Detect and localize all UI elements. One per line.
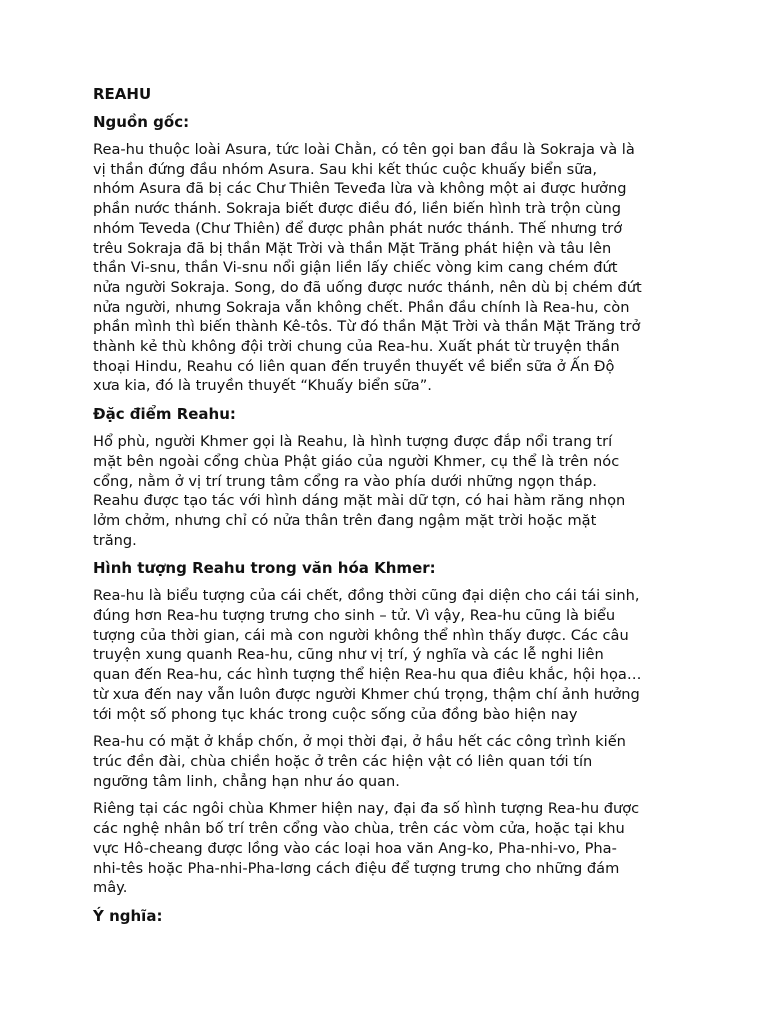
text-line: phần nước thánh. Sokraja biết được điều đó, liền biến hình trà trộn cùng bbox=[93, 200, 621, 218]
paragraph-khmer-culture-3 bbox=[93, 799, 683, 898]
text-line: mây. bbox=[93, 879, 128, 897]
text-line: Reahu được tạo tác với hình dáng mặt mài dữ tợn, có hai hàm răng nhọn bbox=[93, 492, 626, 510]
text-line: thần Vi-snu, thần Vi-snu nổi giận liền lấy chiếc vòng kim cang chém đứt bbox=[93, 259, 618, 277]
text-line: vị thần đứng đầu nhóm Asura. Sau khi kết thúc cuộc khuấy biển sữa, bbox=[93, 160, 598, 178]
text-line: Riêng tại các ngôi chùa Khmer hiện nay, đại đa số hình tượng Rea-hu được bbox=[93, 800, 640, 818]
section-heading-characteristics: Đặc điểm Reahu: bbox=[93, 405, 236, 424]
paragraph-origin bbox=[93, 140, 683, 396]
text-line: Hổ phù, người Khmer gọi là Reahu, là hình tượng được đắp nổi trang trí bbox=[93, 433, 613, 451]
text-line: phần mình thì biến thành Kê-tôs. Từ đó thần Mặt Trời và thần Mặt Trăng trở bbox=[93, 318, 641, 336]
section-heading-origin: Nguồn gốc: bbox=[93, 113, 190, 131]
text-line: quan đến Rea-hu, các hình tượng thể hiện Rea-hu qua điêu khắc, hội họa… bbox=[93, 666, 642, 684]
section-heading-meaning: Ý nghĩa: bbox=[93, 906, 163, 925]
text-line: mặt bên ngoài cổng chùa Phật giáo của người Khmer, cụ thể là trên nóc bbox=[93, 452, 620, 470]
text-line: trăng. bbox=[93, 531, 137, 549]
text-line: tới một số phong tục khác trong cuộc sống của đồng bào hiện nay bbox=[93, 705, 578, 723]
text-line: nhi-tês hoặc Pha-nhi-Pha-lơng cách điệu để tượng trưng cho những đám bbox=[93, 859, 620, 877]
text-line: đúng hơn Rea-hu tượng trưng cho sinh – tử. Vì vậy, Rea-hu cũng là biểu bbox=[93, 607, 616, 625]
text-line: từ xưa đến nay vẫn luôn được người Khmer chú trọng, thậm chí ảnh hưởng bbox=[93, 685, 640, 703]
paragraph-khmer-culture-2 bbox=[93, 732, 683, 791]
text-line: nửa người, nhưng Sokraja vẫn không chết. Phần đầu chính là Rea-hu, còn bbox=[93, 298, 630, 316]
document-page bbox=[93, 84, 683, 934]
text-line: Rea-hu là biểu tượng của cái chết, đồng thời cũng đại diện cho cái tái sinh, bbox=[93, 587, 640, 605]
text-line: cổng, nằm ở vị trí trung tâm cổng ra vào phía dưới những ngọn tháp. bbox=[93, 472, 597, 490]
text-line: tượng của thời gian, cái mà con người không thể nhìn thấy được. Các câu bbox=[93, 626, 629, 644]
text-line: thoại Hindu, Reahu có liên quan đến truyền thuyết về biển sữa ở Ấn Độ bbox=[93, 357, 615, 375]
text-line: vực Hô-cheang được lồng vào các loại hoa văn Ang-ko, Pha-nhi-vo, Pha- bbox=[93, 839, 617, 857]
text-line: thành kẻ thù không đội trời chung của Rea-hu. Xuất phát từ truyện thần bbox=[93, 338, 620, 356]
section-heading-khmer-culture: Hình tượng Reahu trong văn hóa Khmer: bbox=[93, 559, 436, 578]
text-line: nhóm Teveda (Chư Thiên) để được phân phát nước thánh. Thế nhưng trớ bbox=[93, 219, 623, 237]
text-line: ngưỡng tâm linh, chẳng hạn như áo quan. bbox=[93, 772, 400, 790]
text-line: trêu Sokraja đã bị thần Mặt Trời và thần Mặt Trăng phát hiện và tâu lên bbox=[93, 239, 612, 257]
text-line: xưa kia, đó là truyền thuyết “Khuấy biển sữa”. bbox=[93, 377, 432, 395]
text-line: truyện xung quanh Rea-hu, cũng như vị trí, ý nghĩa và các lễ nghi liên bbox=[93, 646, 604, 664]
text-line: Rea-hu có mặt ở khắp chốn, ở mọi thời đại, ở hầu hết các công trình kiến bbox=[93, 733, 626, 751]
text-line: các nghệ nhân bố trí trên cổng vào chùa, trên các vòm cửa, hoặc tại khu bbox=[93, 820, 625, 838]
paragraph-khmer-culture-1 bbox=[93, 586, 683, 724]
text-line: lởm chởm, nhưng chỉ có nửa thân trên đang ngậm mặt trời hoặc mặt bbox=[93, 511, 597, 529]
paragraph-characteristics bbox=[93, 432, 683, 550]
text-line: trúc đền đài, chùa chiền hoặc ở trên các hiện vật có liên quan tới tín bbox=[93, 752, 593, 770]
text-line: nửa người Sokraja. Song, do đã uống được nước thánh, nên dù bị chém đứt bbox=[93, 278, 642, 296]
text-line: Rea-hu thuộc loài Asura, tức loài Chằn, có tên gọi ban đầu là Sokraja và là bbox=[93, 141, 635, 158]
document-title: REAHU bbox=[93, 85, 152, 103]
text-line: nhóm Asura đã bị các Chư Thiên Teveđa lừa và không một ai được hưởng bbox=[93, 180, 627, 198]
